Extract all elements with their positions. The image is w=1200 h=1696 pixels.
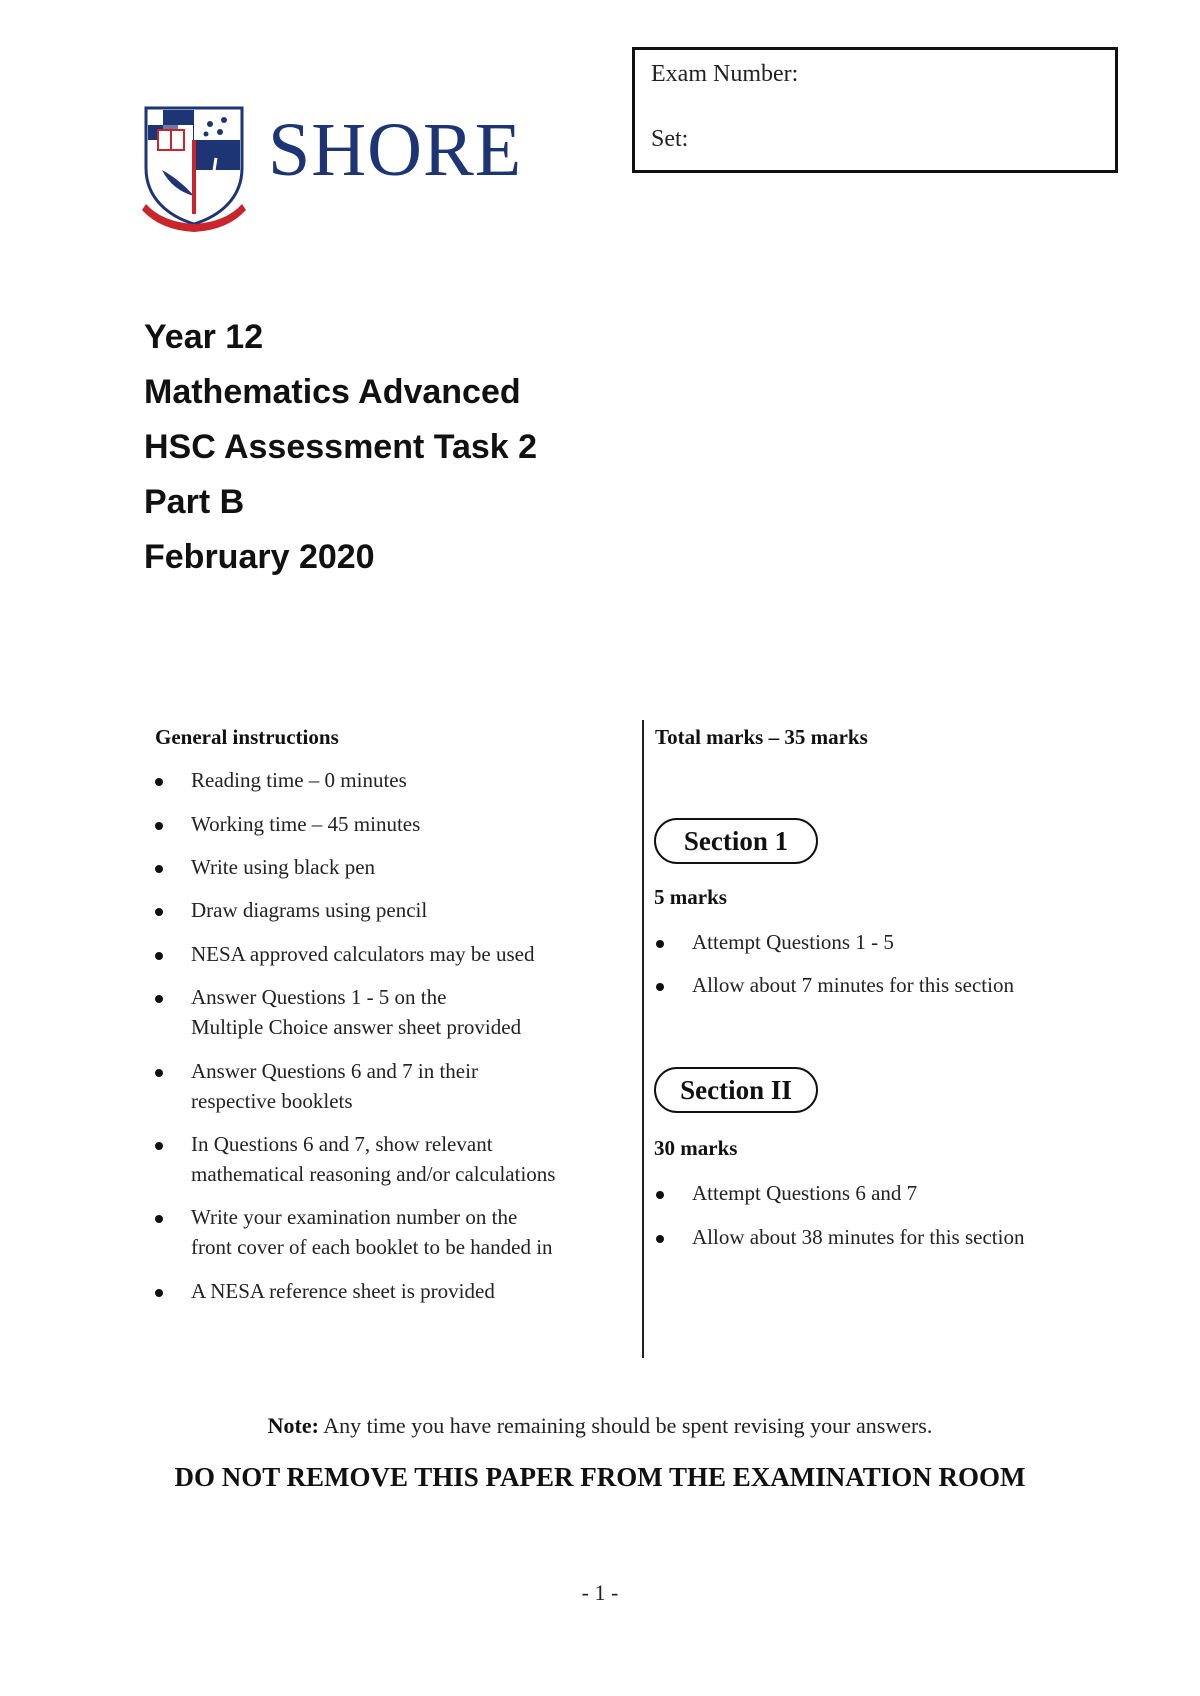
exam-room-warning: DO NOT REMOVE THIS PAPER FROM THE EXAMINATION ROOM xyxy=(174,1462,1026,1492)
school-wordmark: SHORE xyxy=(268,108,523,192)
bullet-icon xyxy=(656,1191,664,1199)
bullet-icon xyxy=(155,865,163,873)
instructions-heading: General instructions xyxy=(155,725,339,749)
section-1-marks: 5 marks xyxy=(654,885,727,909)
exam-number-label: Exam Number: xyxy=(651,61,799,87)
title-task: HSC Assessment Task 2 xyxy=(144,428,538,466)
instruction-item: Reading time – 0 minutes xyxy=(191,768,407,792)
title-subject: Mathematics Advanced xyxy=(144,373,521,411)
bullet-icon xyxy=(155,1142,163,1150)
instruction-item: A NESA reference sheet is provided xyxy=(191,1279,495,1303)
instruction-item: NESA approved calculators may be used xyxy=(191,942,535,966)
title-date: February 2020 xyxy=(144,538,375,576)
bullet-icon xyxy=(155,908,163,916)
instruction-item: Draw diagrams using pencil xyxy=(191,898,428,922)
bullet-icon xyxy=(656,1235,664,1243)
instruction-item: In Questions 6 and 7, show relevant mathematical reasoning and/or calculations xyxy=(191,1132,556,1186)
bullet-icon xyxy=(155,1215,163,1223)
exam-number-box xyxy=(632,47,1118,173)
note-line xyxy=(0,1413,1200,1439)
instruction-item: Write using black pen xyxy=(191,855,376,879)
section-2-item: Attempt Questions 6 and 7 xyxy=(692,1181,918,1205)
bullet-icon xyxy=(155,778,163,786)
instruction-item: Working time – 45 minutes xyxy=(191,812,421,836)
page-number: - 1 - xyxy=(581,1580,619,1605)
total-marks-heading: Total marks – 35 marks xyxy=(655,725,868,749)
note-text: Any time you have remaining should be spent revising your answers. xyxy=(318,1413,933,1438)
title-part: Part B xyxy=(144,483,245,521)
bullet-icon xyxy=(656,983,664,991)
school-logo xyxy=(140,100,580,240)
school-crest-icon xyxy=(140,106,248,234)
bullet-icon xyxy=(155,822,163,830)
section-2-marks: 30 marks xyxy=(654,1136,738,1160)
section-2-item: Allow about 38 minutes for this section xyxy=(692,1225,1025,1249)
section-1-item: Attempt Questions 1 - 5 xyxy=(692,930,894,954)
section-1-badge: Section 1 xyxy=(654,818,818,864)
instruction-item: Write your examination number on the front cover of each booklet to be handed in xyxy=(191,1205,553,1259)
section-2-badge: Section II xyxy=(654,1067,818,1113)
instruction-item: Answer Questions 1 - 5 on the Multiple Choice answer sheet provided xyxy=(191,985,522,1039)
set-label: Set: xyxy=(651,126,689,152)
note-label: Note: xyxy=(267,1413,319,1438)
bullet-icon xyxy=(656,940,664,948)
title-year: Year 12 xyxy=(144,318,264,356)
bullet-icon xyxy=(155,1289,163,1297)
instruction-item: Answer Questions 6 and 7 in their respective booklets xyxy=(191,1059,478,1113)
bullet-icon xyxy=(155,952,163,960)
bullet-icon xyxy=(155,995,163,1003)
column-divider xyxy=(642,720,644,1358)
bullet-icon xyxy=(155,1069,163,1077)
section-1-item: Allow about 7 minutes for this section xyxy=(692,973,1014,997)
